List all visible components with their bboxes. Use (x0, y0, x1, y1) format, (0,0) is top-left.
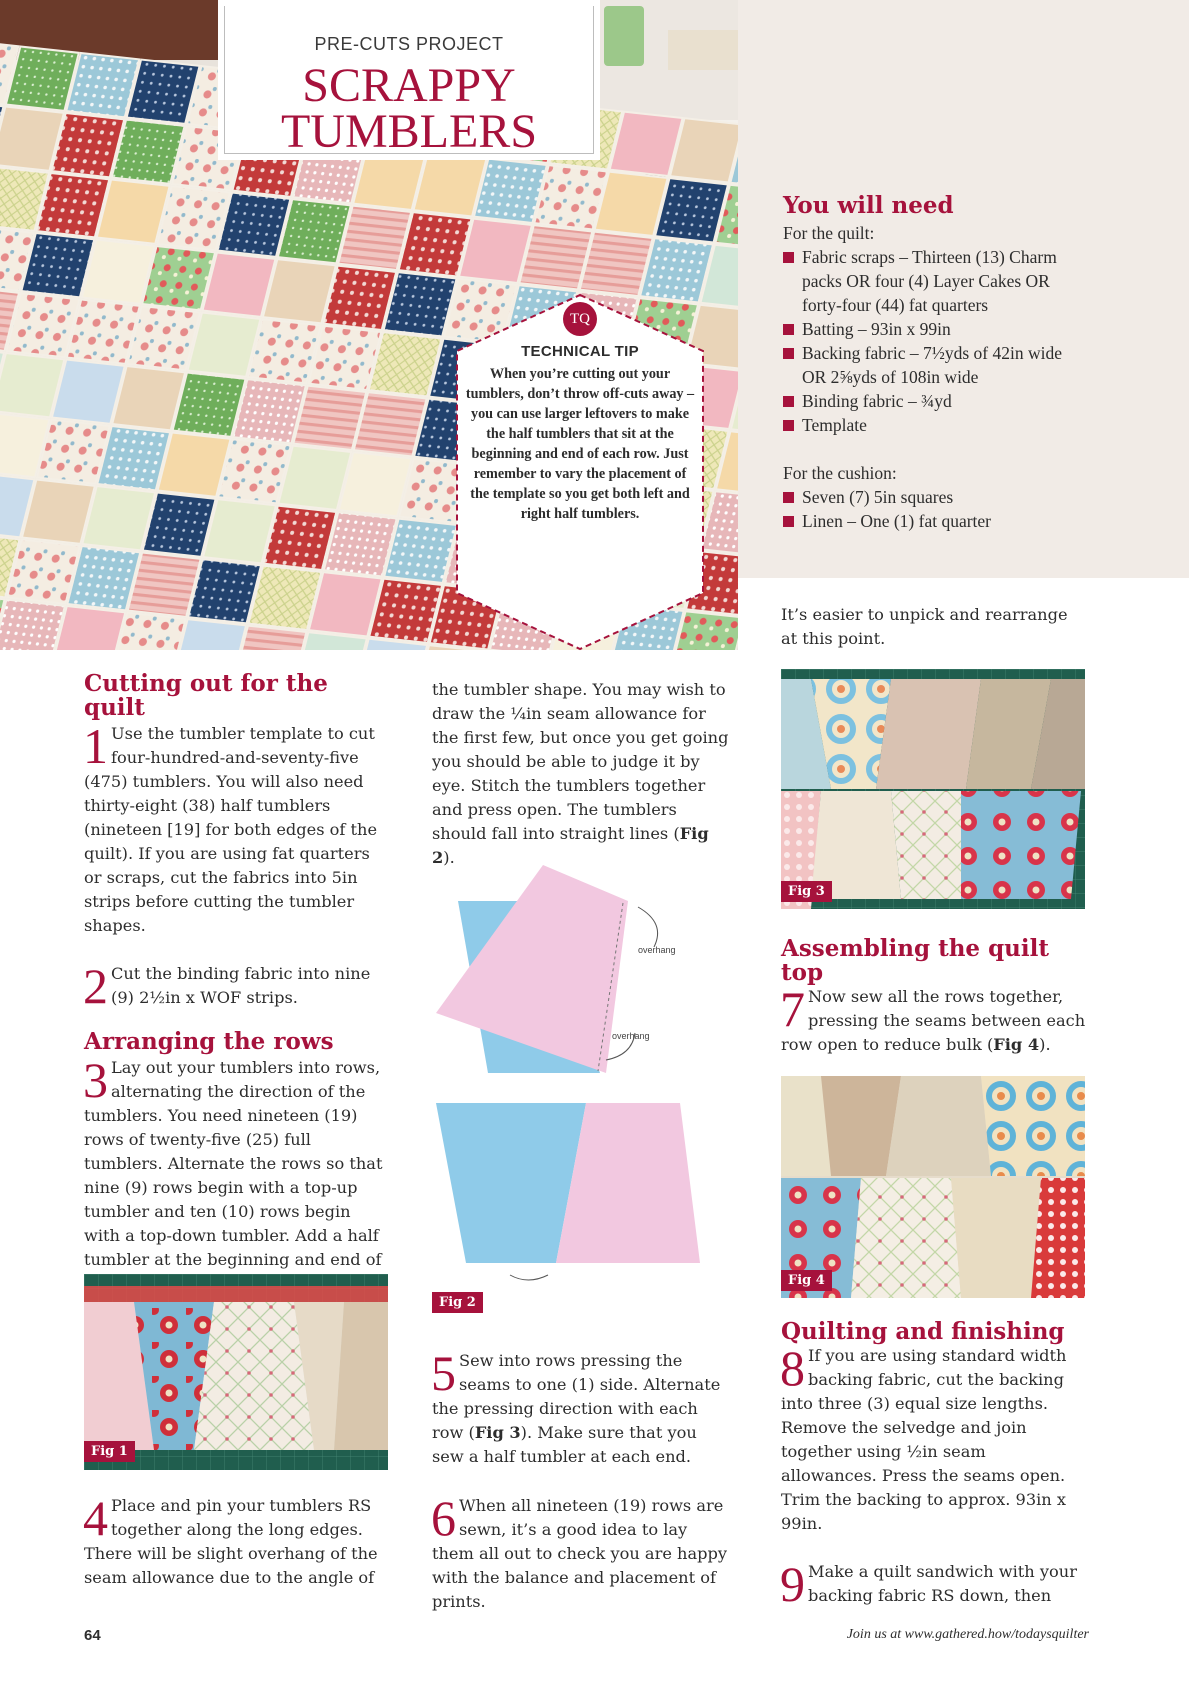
overhang-label-1: overhang (638, 945, 676, 955)
step-5: 5 Sew into rows pressing the seams to one (1) side. Alternate the pressing direction with each row (Fig 3). Make sure that you sew a half tumbler at each end. (431, 1345, 721, 1466)
heading-quilting: Quilting and finishing (781, 1318, 1065, 1345)
list-item: Batting – 93in x 99in (783, 317, 1083, 341)
column-1 (84, 672, 384, 1296)
step-2: 2 Cut the binding fabric into nine (9) 2½in x WOF strips. (83, 958, 371, 1014)
list-item: Template (783, 413, 1083, 437)
section-kicker: PRE-CUTS PROJECT (314, 34, 504, 54)
bullet-icon (783, 252, 794, 263)
fig-3-image (781, 669, 1085, 909)
fig-reference: Fig 2 (432, 824, 709, 867)
step-3: 3 Lay out your tumblers into rows, alternating the direction of the tumblers. You need nineteen (19) rows of twenty-five (25) full tumblers. Alternate the rows so that nine (9) rows begin with a top-up tumbler and ten (10) rows begin with a top-down tumbler. Add a half tumbler at the beginning and end of (84, 1056, 384, 1296)
fig-1-label: Fig 1 (84, 1441, 135, 1462)
fig-3-label: Fig 3 (781, 881, 832, 902)
list-item: Fabric scraps – Thirteen (13) Charm packs OR four (4) Layer Cakes OR forty-four (44) fat quarters (783, 245, 1083, 317)
step-9: 9 Make a quilt sandwich with your backing fabric RS down, then (780, 1556, 1077, 1612)
fig-2-label: Fig 2 (432, 1292, 483, 1313)
list-item: Binding fabric – ¾yd (783, 389, 1083, 413)
tq-badge: TQ (563, 302, 597, 336)
tumbler-diagram (428, 855, 728, 1300)
step-6-continued: It’s easier to unpick and rearrange at this point. (781, 605, 1068, 648)
fig-2-diagram (428, 855, 728, 1300)
list-item: Seven (7) 5in squares (783, 485, 1083, 509)
technical-tip (455, 293, 705, 651)
step-number: 1 (83, 718, 108, 774)
step-number: 9 (780, 1556, 805, 1612)
step-4-continued: the tumbler shape. You may wish to draw the ¼in seam allowance for the first few, but once you get going you should be able to judge it by eye. Stitch the tumblers together and press open. The tumblers should fall into straight lines (Fig 2). (432, 680, 729, 867)
quilting-section (780, 1318, 1086, 1612)
step-1: 1 Use the tumbler template to cut four-hundred-and-seventy-five (475) tumblers. You will also need thirty-eight (38) half tumblers (nineteen [19] for both edges of the quilt). If you are using fat quarters or scraps, cut the fabrics into 5in strips before cutting the tumbler shapes. (83, 718, 378, 935)
cushion-intro: For the cushion: (783, 463, 897, 483)
bullet-icon (783, 324, 794, 335)
step-number: 2 (83, 958, 108, 1014)
fig-4-label: Fig 4 (781, 1270, 832, 1291)
bullet-icon (783, 420, 794, 431)
step-number: 7 (780, 981, 805, 1037)
title-line-2: TUMBLERS (280, 105, 538, 158)
step-number: 3 (83, 1052, 108, 1108)
heading-assembling: Assembling the quilt top (781, 935, 1049, 986)
bullet-icon (783, 516, 794, 527)
list-item: Backing fabric – 7½yds of 42in wide OR 2⅝yds of 108in wide (783, 341, 1083, 389)
fig-4-image (781, 1076, 1085, 1298)
tip-title: TECHNICAL TIP (521, 343, 639, 360)
step-8: 8 If you are using standard width backing fabric, cut the backing into three (3) equal size lengths. Remove the selvedge and join together using ½in seam allowances. Press the seams open. Trim the backing to approx. 93in x 99in. (780, 1340, 1067, 1533)
fig-reference: Fig 3 (474, 1423, 521, 1442)
fig-3-photo (781, 669, 1085, 909)
bullet-icon (783, 396, 794, 407)
step-number: 5 (431, 1345, 456, 1401)
step-number: 6 (431, 1490, 456, 1546)
tip-body: When you’re cutting out your tumblers, don’t throw off-cuts away – you can use larger leftovers to make the half tumblers that sit at the beginning and end of each row. Just remember to vary the placement of the template so you get both left and right half tumblers. (465, 366, 695, 522)
fig-reference: Fig 4 (993, 1035, 1040, 1054)
requirements-list (783, 221, 1083, 533)
heading-cutting-out: Cutting out for the quilt (84, 670, 328, 721)
heading-arranging-rows: Arranging the rows (84, 1028, 334, 1055)
page-title (225, 59, 593, 158)
title-box (218, 0, 600, 160)
step-6: 6 When all nineteen (19) rows are sewn, it’s a good idea to lay them all out to check you are happy with the balance and placement of prints. (431, 1490, 727, 1611)
step-number: 4 (83, 1490, 108, 1546)
you-will-need-heading: You will need (783, 192, 954, 219)
overhang-label-2: overhang (612, 1031, 650, 1041)
list-item: Linen – One (1) fat quarter (783, 509, 1083, 533)
bullet-icon (783, 492, 794, 503)
footer-link[interactable]: Join us at www.gathered.how/todaysquilter (846, 1627, 1089, 1642)
fig-4-photo (781, 1076, 1085, 1298)
assembling-section (781, 937, 1086, 1057)
quilt-patch (0, 600, 65, 650)
page-number: 64 (84, 1627, 101, 1644)
step-7: 7 Now sew all the rows together, pressing the seams between each row open to reduce bulk (Fig 4). (780, 981, 1086, 1054)
step-number: 8 (780, 1340, 805, 1396)
bullet-icon (783, 348, 794, 359)
title-line-1: SCRAPPY (302, 59, 516, 112)
step-4: 4 Place and pin your tumblers RS together along the long edges. There will be slight overhang of the seam allowance due to the angle of (83, 1490, 378, 1587)
quilt-intro: For the quilt: (783, 223, 875, 243)
fig-1-photo (84, 1274, 388, 1470)
